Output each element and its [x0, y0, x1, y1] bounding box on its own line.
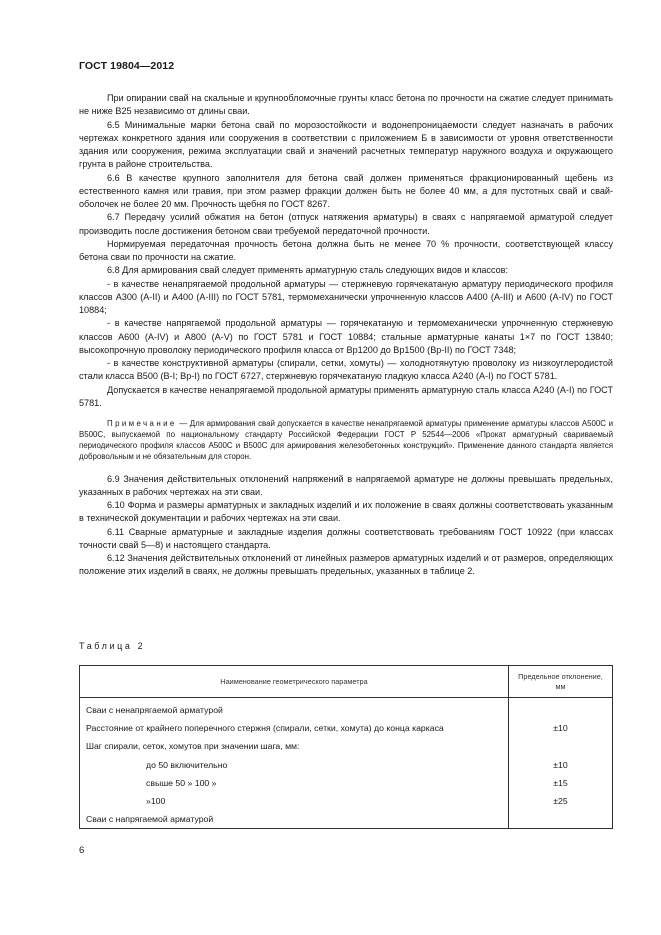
- paragraph: 6.5 Минимальные марки бетона свай по морозостойкости и водонепроницаемости следует назначать в рабочих чертежах конкретного здания или сооружения в соответствии с приложением Б в зависимости от уровня ответственности здания или сооружения, режима эксплуатации свай и значений расчетных температур наружного воздуха и окружающего грунта в районе строительства.: [79, 119, 613, 170]
- table-cell-parameter: Сваи с напрягаемой арматурой: [80, 810, 509, 829]
- note-label: Примечание: [107, 419, 177, 428]
- paragraph: 6.7 Передачу усилий обжатия на бетон (отпуск натяжения арматуры) в сваях с напрягаемой арматурой следует производить после достижения бетоном сваи требуемой передаточной прочности.: [79, 212, 613, 236]
- table-row: [80, 810, 613, 829]
- table-caption: Таблица 2: [79, 641, 146, 651]
- table-cell-parameter: до 50 включительно: [80, 756, 509, 774]
- body-text: [79, 92, 613, 579]
- paragraph: 6.8 Для армирования свай следует применять арматурную сталь следующих видов и классов:: [107, 265, 509, 276]
- paragraph: Нормируемая передаточная прочность бетона должна быть не менее 70 % прочности, соответствующей классу бетона сваи по прочности на сжатие.: [79, 238, 613, 262]
- table-row: [80, 719, 613, 737]
- paragraph: - в качестве ненапрягаемой продольной арматуры — стержневую горячекатаную арматуру периодического профиля классов А300 (А-II) и А400 (А-III) по ГОСТ 5781, термомеханически упрочненную классов А400 (А-III) и А600 (А-IV) по ГОСТ 10884;: [79, 278, 613, 315]
- document-header: ГОСТ 19804—2012: [79, 60, 175, 72]
- table-cell-tolerance: [509, 701, 613, 719]
- paragraph: При опирании свай на скальные и крупнообломочные грунты класс бетона по прочности на сжатие следует принимать не ниже В25 независимо от длины сваи.: [79, 93, 613, 117]
- table-cell-parameter: Расстояние от крайнего поперечного стержня (спирали, сетки, хомута) до конца каркаса: [80, 719, 509, 737]
- paragraph: - в качестве конструктивной арматуры (спирали, сетки, хомуты) — холоднотянутую проволоку из низкоуглеродистой стали класса В500 (В-I; Вр-I) по ГОСТ 6727, стержневую горячекатаную гладкую класса А240 (А-I) по ГОСТ 5781.: [79, 358, 613, 382]
- paragraph: - в качестве напрягаемой продольной арматуры — горячекатаную и термомеханически упрочненную стержневую классов А600 (А-IV) и А800 (А-V) по ГОСТ 5781 и ГОСТ 10884; стальные арматурные канаты 1×7 по ГОСТ 13840; высокопрочную проволоку периодического профиля класса от Вр1200 до Вр1500 (Вр-II) по ГОСТ 7348;: [79, 318, 613, 355]
- paragraph: 6.10 Форма и размеры арматурных и закладных изделий и их положение в сваях должны соответствовать указанным в технической документации и рабочих чертежах на эти сваи.: [79, 500, 613, 524]
- table-cell-tolerance: ±25: [509, 792, 613, 810]
- table-row: [80, 792, 613, 810]
- note-text: — Для армирования свай допускается в качестве ненапрягаемой арматуры применение арматуры классов А500С и В500С, выпускаемой по национальному стандарту Российской Федерации ГОСТ Р 52544—2006 «Прокат арматурный свариваемый периодического профиля классов А500С и В500С для армирования железобетонных конструкций». Применение данного стандарта является добровольным и не обязательным для сторон.: [79, 419, 613, 461]
- column-header-tolerance: Предельное отклонение, мм: [509, 666, 613, 698]
- paragraph: 6.12 Значения действительных отклонений от линейных размеров арматурных изделий и от размеров, определяющих положение этих изделий в сваях, не должны превышать предельных, указанных в таблице 2.: [79, 553, 613, 577]
- table-row: [80, 774, 613, 792]
- paragraph: 6.11 Сварные арматурные и закладные изделия должны соответствовать требованиям ГОСТ 10922 (при классах точности свай 5—8) и настоящего стандарта.: [79, 526, 613, 550]
- table-row: [80, 737, 613, 755]
- table-cell-parameter: Шаг спирали, сеток, хомутов при значении шага, мм:: [80, 737, 509, 755]
- table-cell-tolerance: ±10: [509, 719, 613, 737]
- paragraph: Допускается в качестве ненапрягаемой продольной арматуры применять арматурную сталь класса А240 (А-I) по ГОСТ 5781.: [79, 384, 613, 408]
- paragraph: 6.6 В качестве крупного заполнителя для бетона свай должен применяться фракционированный щебень из естественного камня или гравия, при этом размер фракции должен быть не более 40 мм, а для пустотных свай и свай-оболочек не более 20 мм. Прочность щебня по ГОСТ 8267.: [79, 172, 613, 209]
- page-number: 6: [79, 845, 85, 856]
- table-row: [80, 756, 613, 774]
- table-cell-tolerance: [509, 810, 613, 829]
- tolerance-table: [79, 665, 613, 829]
- column-header-parameter: Наименование геометрического параметра: [80, 666, 509, 698]
- table-cell-tolerance: ±15: [509, 774, 613, 792]
- table-row: [80, 701, 613, 719]
- table-cell-parameter: Сваи с ненапрягаемой арматурой: [80, 701, 509, 719]
- table-cell-tolerance: [509, 737, 613, 755]
- table-cell-parameter: »100: [80, 792, 509, 810]
- table-cell-parameter: свыше 50 » 100 »: [80, 774, 509, 792]
- note: [79, 419, 613, 463]
- table-header-row: [80, 666, 613, 698]
- paragraph: 6.9 Значения действительных отклонений напряжений в напрягаемой арматуре не должны превышать предельных, указанных в рабочих чертежах на эти сваи.: [79, 473, 613, 497]
- table-cell-tolerance: ±10: [509, 756, 613, 774]
